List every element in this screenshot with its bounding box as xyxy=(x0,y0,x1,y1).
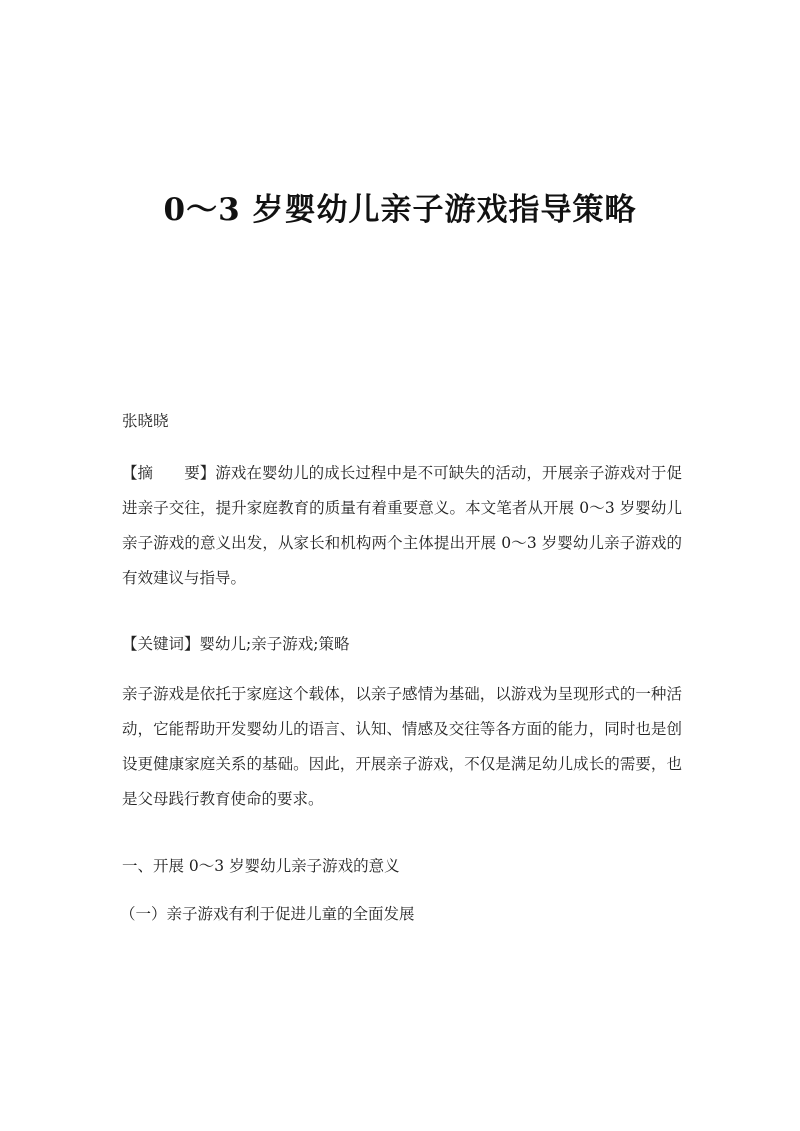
keywords-line xyxy=(122,631,682,657)
abstract-paragraph xyxy=(122,456,682,596)
keywords-label: 【关键词】 xyxy=(122,635,200,653)
abstract-text: 游戏在婴幼儿的成长过程中是不可缺失的活动，开展亲子游戏对于促进亲子交往，提升家庭教育的质量有着重要意义。本文笔者从开展 0～3 岁婴幼儿亲子游戏的意义出发，从家长和机构两个主体提出开展 0～3 岁婴幼儿亲子游戏的有效建议与指导。 xyxy=(122,464,682,587)
subsection-heading: （一）亲子游戏有利于促进儿童的全面发展 xyxy=(120,905,415,923)
author-name: 张晓晓 xyxy=(122,412,169,430)
intro-paragraph: 亲子游戏是依托于家庭这个载体，以亲子感情为基础，以游戏为呈现形式的一种活动，它能帮助开发婴幼儿的语言、认知、情感及交往等各方面的能力，同时也是创设更健康家庭关系的基础。因此，开展亲子游戏，不仅是满足幼儿成长的需要，也是父母践行教育使命的要求。 xyxy=(122,685,682,808)
keywords-text: 婴幼儿;亲子游戏;策略 xyxy=(199,635,350,653)
abstract-label: 【摘 要】 xyxy=(122,464,216,482)
section-heading: 一、开展 0～3 岁婴幼儿亲子游戏的意义 xyxy=(122,857,400,875)
document-title: 0～3 岁婴幼儿亲子游戏指导策略 xyxy=(163,192,637,228)
